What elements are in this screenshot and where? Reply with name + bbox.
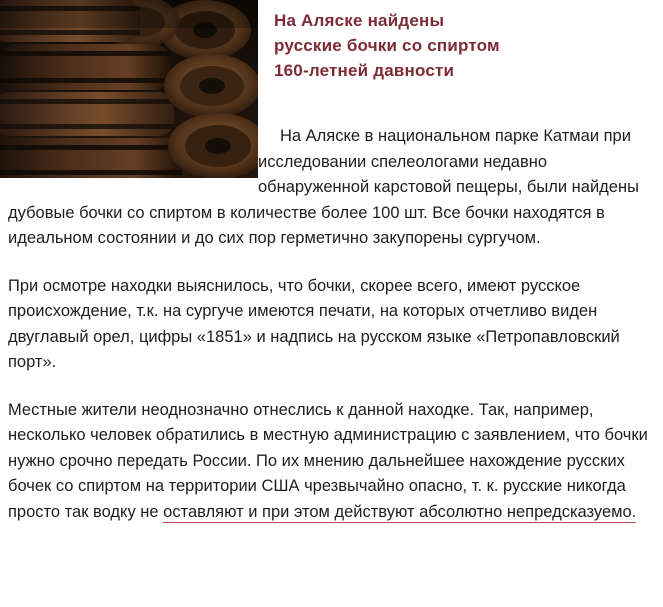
title-line-3: 160-летней давности (274, 61, 455, 80)
title-line-1: На Аляске найдены (274, 11, 445, 30)
paragraph-1 (0, 124, 663, 252)
paragraph-1-text: На Аляске в национальном парке Катмаи при исследовании спелеологами недавно обнаруженной карстовой пещеры, были найдены дубовые бочки со спиртом в количестве более 100 шт. Все бочки находятся в идеальном состоянии и до сих пор герметично закупорены сургучом. (8, 127, 639, 247)
article-body (0, 124, 663, 525)
paragraph-2: При осмотре находки выяснилось, что бочки, скорее всего, имеют русское происхождение, т.к. на сургуче имеются печати, на которых отчетливо виден двуглавый орел, цифры «1851» и надпись на русском языке «Петропавловский порт». (8, 276, 620, 371)
highlighted-text: оставляют и при этом действуют абсолютно непредсказуемо. (163, 502, 637, 521)
title-line-2: русские бочки со спиртом (274, 36, 500, 55)
paragraph-3: Местные жители неоднозначно отнеслись к данной находке. Так, например, несколько человек обратились в местную администрацию с заявлением, что бочки нужно срочно передать России. По их мнению дальнейшее нахождение русских бочек со спиртом на территории США чрезвычайно опасно, т. к. русские никогда просто так водку не оставляют и при этом действуют абсолютно непредсказуемо. (8, 400, 648, 521)
photo-wrap-spacer (8, 124, 258, 176)
page-title (274, 8, 654, 83)
